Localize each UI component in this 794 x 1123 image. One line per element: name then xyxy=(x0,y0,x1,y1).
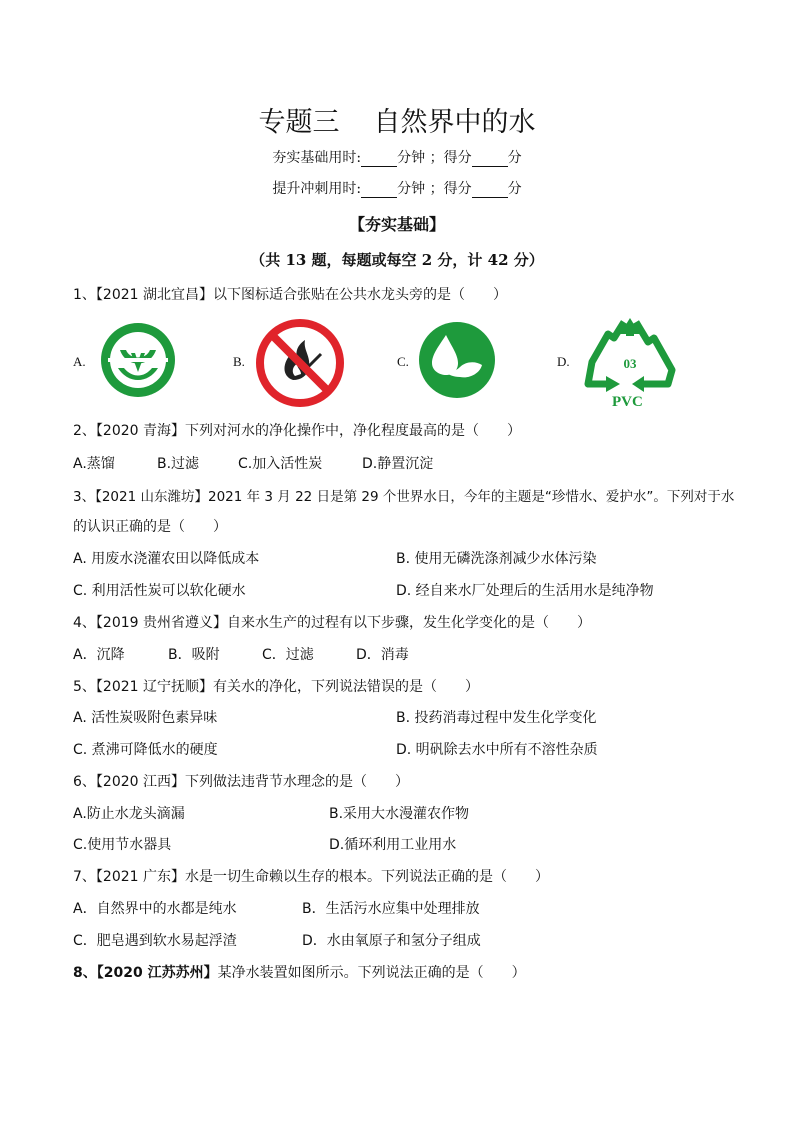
time-blank[interactable] xyxy=(361,183,397,198)
q4-option-d[interactable]: D．消毒 xyxy=(356,647,409,663)
score-blank[interactable] xyxy=(472,152,508,167)
q1-option-a-label: A. xyxy=(73,354,86,369)
question-3-stem-line-2: 的认识正确的是（ ） xyxy=(73,519,227,535)
pvc-label: PVC xyxy=(612,394,643,410)
water-saving-logo-icon xyxy=(418,321,496,399)
q4-option-c[interactable]: C．过滤 xyxy=(262,647,314,663)
question-3-stem-line-1: 3、【2021 山东潍坊】2021 年 3 月 22 日是第 29 个世界水日，今年的主题是“珍惜水、爱护水”。下列对于水 xyxy=(73,489,735,505)
q3-option-b[interactable]: B. 使用无磷洗涤剂减少水体污染 xyxy=(396,551,597,567)
section-title: 【夯实基础】 xyxy=(348,215,445,234)
q5-option-a[interactable]: A. 活性炭吸附色素异味 xyxy=(73,710,218,726)
q7-option-d[interactable]: D．水由氧原子和氢分子组成 xyxy=(302,933,481,949)
section-subtitle: （共 13 题，每题或每空 2 分，计 42 分） xyxy=(250,251,544,269)
question-1-stem: 1、【2021 湖北宜昌】以下图标适合张贴在公共水龙头旁的是（ ） xyxy=(73,287,507,303)
page-title xyxy=(0,100,794,139)
question-5-stem: 5、【2021 辽宁抚顺】有关水的净化，下列说法错误的是（ ） xyxy=(73,679,479,695)
q3-option-a[interactable]: A. 用废水浇灌农田以降低成本 xyxy=(73,551,260,567)
time-score-line-2: 提升冲刺用时: 分钟 ；得分 分 xyxy=(272,181,522,197)
q6-option-b[interactable]: B.采用大水漫灌农作物 xyxy=(329,806,470,822)
question-2-stem: 2、【2020 青海】下列对河水的净化操作中，净化程度最高的是（ ） xyxy=(73,423,521,439)
q1-option-d-label: D. xyxy=(557,354,570,369)
q2-option-b[interactable]: B.过滤 xyxy=(157,456,200,472)
question-7-stem: 7、【2021 广东】水是一切生命赖以生存的根本。下列说法正确的是（ ） xyxy=(73,869,549,885)
no-fire-sign-icon xyxy=(255,318,345,408)
q7-option-c[interactable]: C．肥皂遇到软水易起浮渣 xyxy=(73,933,237,949)
time-score-line-1: 夯实基础用时: 分钟 ；得分 分 xyxy=(272,150,522,166)
q2-option-a[interactable]: A.蒸馏 xyxy=(73,456,115,472)
q7-option-a[interactable]: A．自然界中的水都是纯水 xyxy=(73,901,237,917)
q7-option-b[interactable]: B．生活污水应集中处理排放 xyxy=(302,901,480,917)
q3-option-c[interactable]: C. 利用活性炭可以软化硬水 xyxy=(73,583,246,599)
q2-option-d[interactable]: D.静置沉淀 xyxy=(362,456,434,472)
question-4-stem: 4、【2019 贵州省遵义】自来水生产的过程有以下步骤，发生化学变化的是（ ） xyxy=(73,615,591,631)
q6-option-c[interactable]: C.使用节水器具 xyxy=(73,837,172,853)
q4-option-b[interactable]: B．吸附 xyxy=(168,647,220,663)
q6-option-a[interactable]: A.防止水龙头滴漏 xyxy=(73,806,185,822)
recycling-pvc-icon xyxy=(584,314,676,396)
score-blank[interactable] xyxy=(472,183,508,198)
q6-option-d[interactable]: D.循环利用工业用水 xyxy=(329,837,457,853)
q1-option-b-label: B. xyxy=(233,354,245,369)
title-right: 自然界中的水 xyxy=(373,107,536,138)
question-6-stem: 6、【2020 江西】下列做法违背节水理念的是（ ） xyxy=(73,774,409,790)
q4-option-a[interactable]: A．沉降 xyxy=(73,647,125,663)
q3-option-d[interactable]: D. 经自来水厂处理后的生活用水是纯净物 xyxy=(396,583,654,599)
q1-option-c-label: C. xyxy=(397,354,409,369)
q5-option-d[interactable]: D. 明矾除去水中所有不溶性杂质 xyxy=(396,742,598,758)
question-8-stem xyxy=(73,962,526,982)
recycling-code: 03 xyxy=(623,356,637,371)
green-food-logo-icon xyxy=(98,320,178,400)
q5-option-c[interactable]: C. 煮沸可降低水的硬度 xyxy=(73,742,218,758)
title-left: 专题三 xyxy=(258,107,340,138)
time-blank[interactable] xyxy=(361,152,397,167)
q2-option-c[interactable]: C.加入活性炭 xyxy=(238,456,323,472)
q5-option-b[interactable]: B. 投药消毒过程中发生化学变化 xyxy=(396,710,597,726)
question-8-source: 8、【2020 江苏苏州】 xyxy=(73,965,218,981)
question-8-text: 某净水装置如图所示。下列说法正确的是（ ） xyxy=(217,965,526,981)
